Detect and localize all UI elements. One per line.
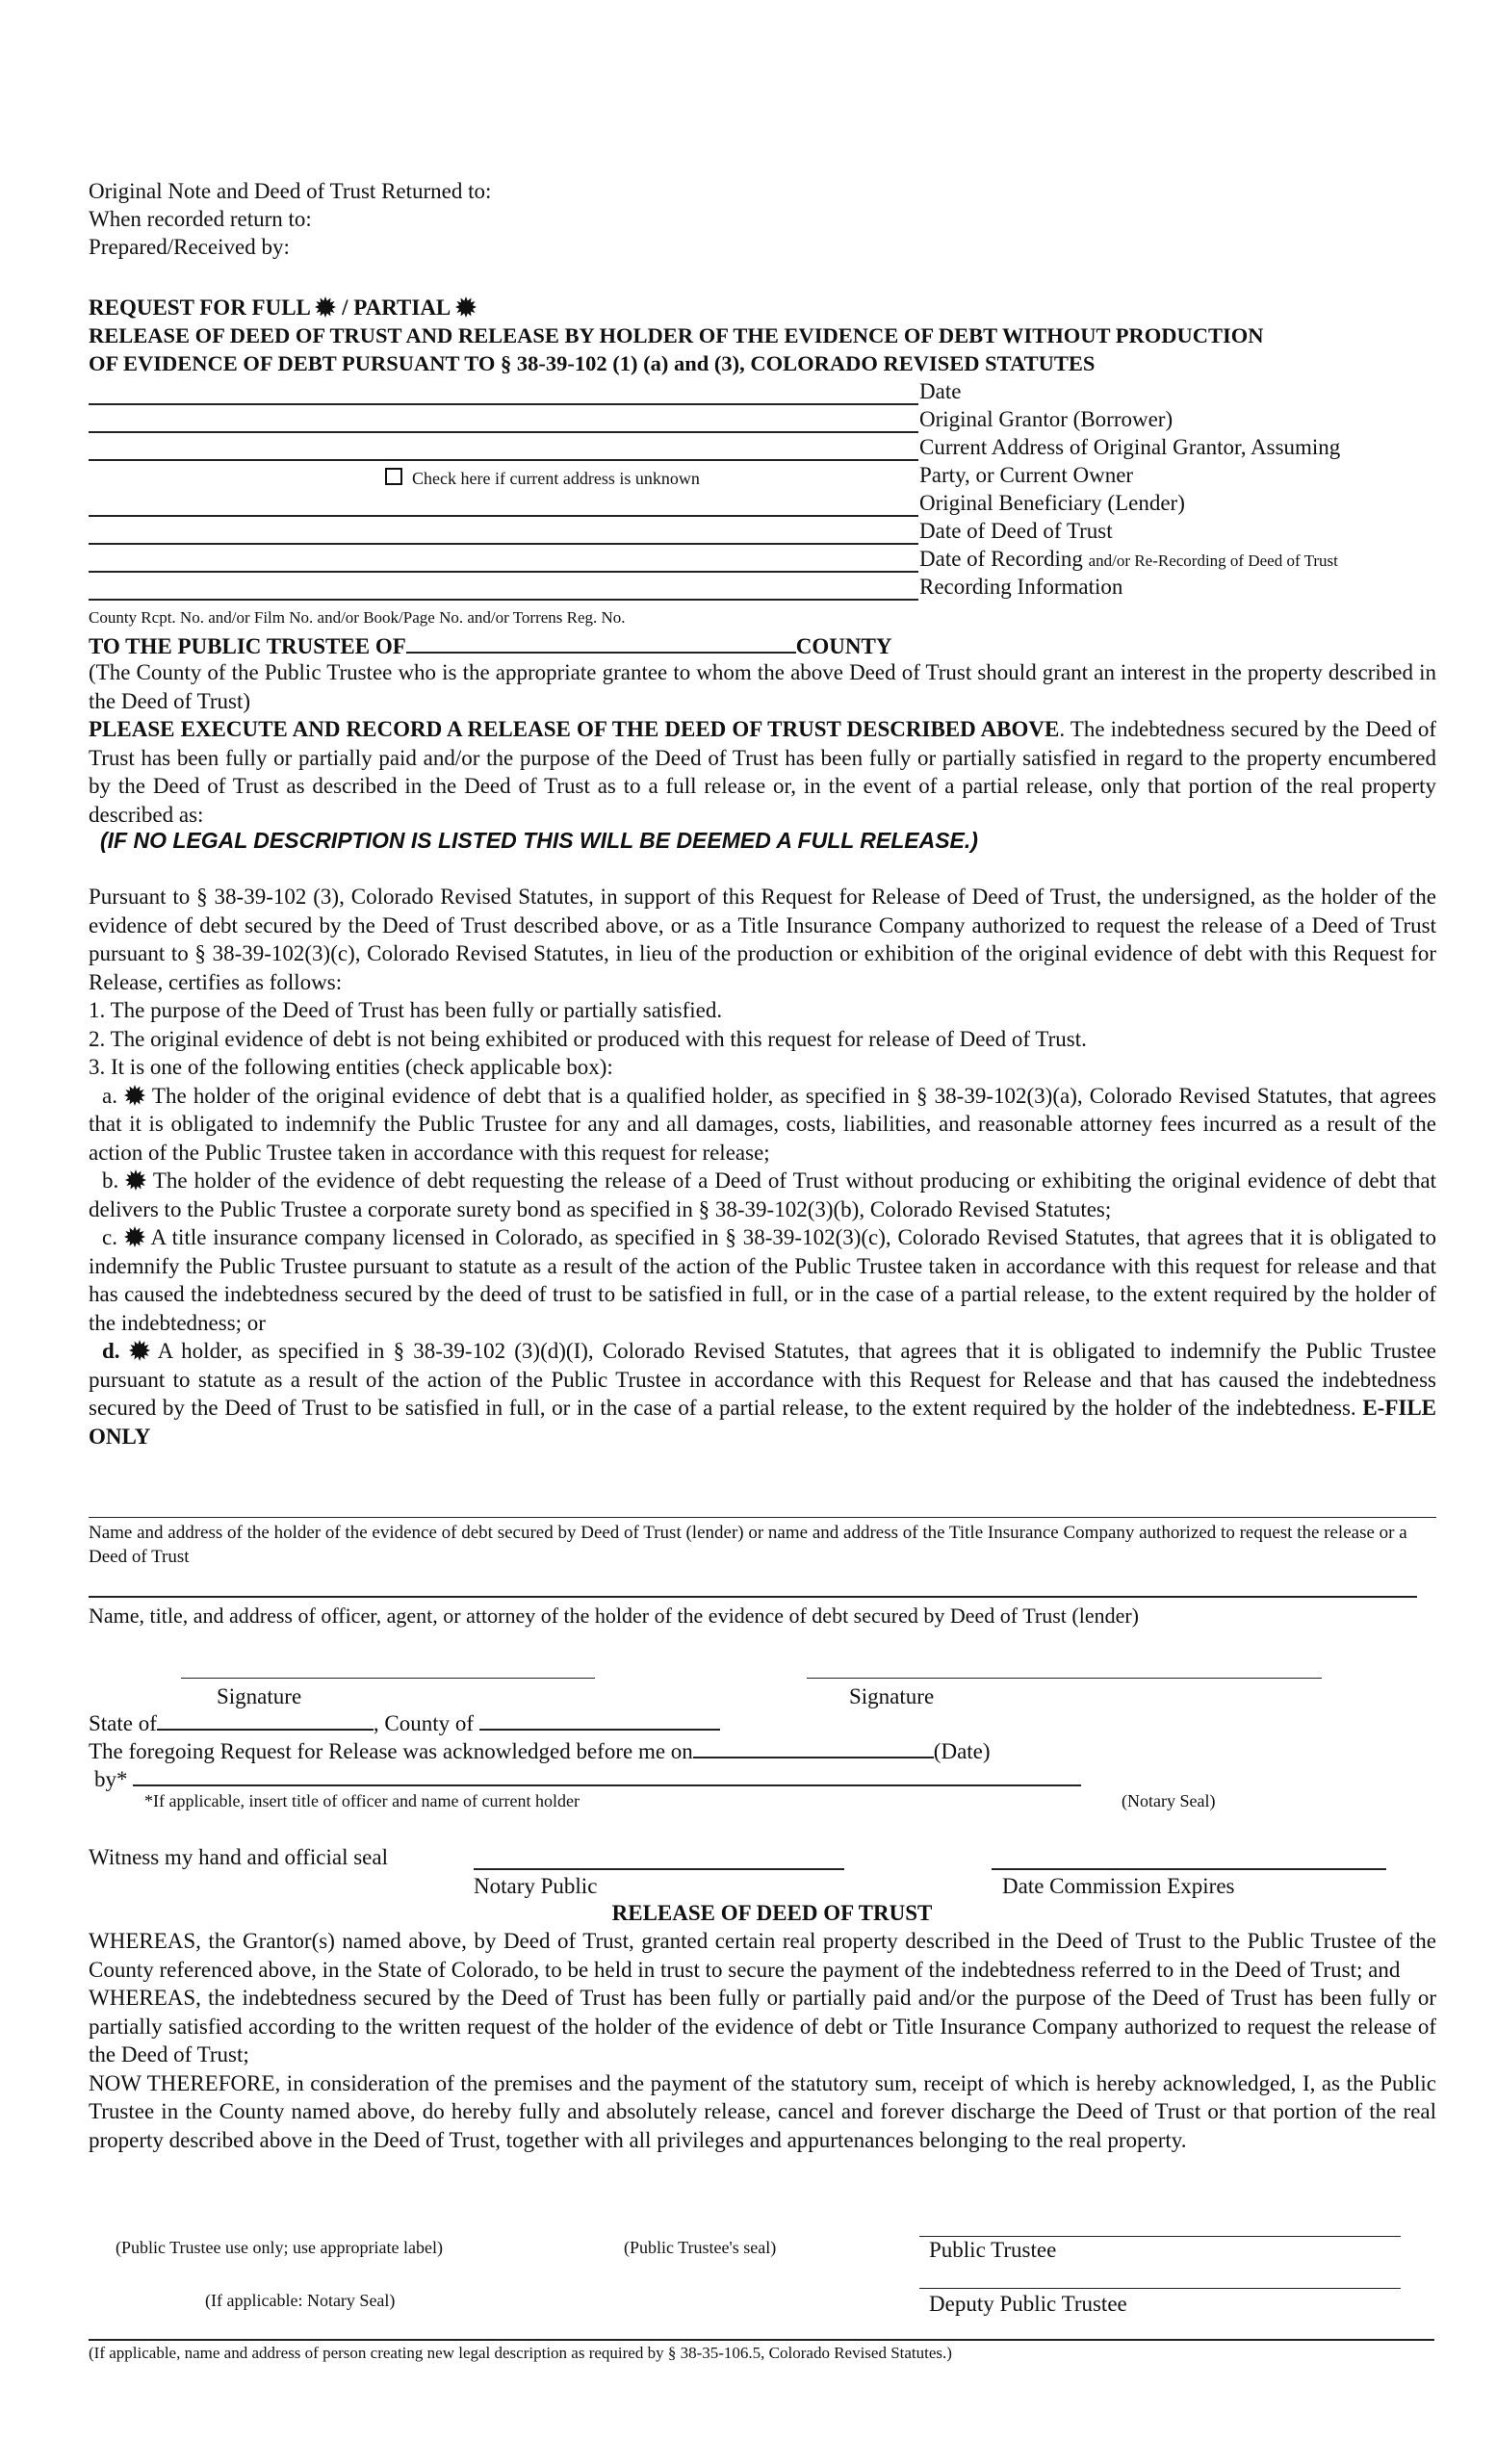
whereas-2: WHEREAS, the indebtedness secured by the Deed of Trust has been fully or partially paid and/or the purpose of the Deed of Trust has been fully or partially satisfied according to the written request of the holder of the evidence of debt or Title Insurance Company authorized to request the release of the Deed of Trust; — [89, 1986, 1436, 2066]
e-file-only-label: E-FILE ONLY — [89, 1396, 1437, 1449]
full-release-starburst-icon[interactable] — [315, 296, 336, 318]
when-recorded-label: When recorded return to: — [89, 207, 312, 231]
legal-description-notice: (IF NO LEGAL DESCRIPTION IS LISTED THIS WILL BE DEEMED A FULL RELEASE.) — [100, 828, 978, 853]
original-grantor-label: Original Grantor (Borrower) — [919, 407, 1174, 431]
county-of-label: , County of — [373, 1711, 475, 1735]
original-beneficiary-field-line[interactable] — [89, 515, 918, 517]
address-unknown-label: Check here if current address is unknown — [412, 469, 700, 488]
county-note-text: (The County of the Public Trustee who is the appropriate grantee to whom the above Deed of Trust should grant an interest in the property described in the Deed of Trust) — [89, 660, 1436, 713]
acknowledged-label: The foregoing Request for Release was acknowledged before me on — [89, 1739, 693, 1763]
deputy-trustee-signature-line[interactable] — [919, 2288, 1401, 2289]
to-public-trustee-line — [89, 630, 891, 661]
option-d-starburst-icon[interactable] — [129, 1340, 150, 1361]
option-c-letter: c. — [102, 1225, 117, 1249]
original-beneficiary-label: Original Beneficiary (Lender) — [919, 491, 1185, 515]
option-b-text: The holder of the evidence of debt requesting the release of a Deed of Trust without producing or exhibiting the original evidence of debt that delivers to the Public Trustee a corporate surety bond as specified in § 38-39-102(3)(b), Colorado Revised Statutes; — [89, 1168, 1436, 1221]
notary-public-label: Notary Public — [474, 1874, 598, 1898]
whereas-1: WHEREAS, the Grantor(s) named above, by Deed of Trust, granted certain real property described in the Deed of Trust to the Public Trustee of the County referenced above, in the State of Colorado, to be held in trust to secure the payment of the indebtedness referred to in the Deed of Trust; and — [89, 1929, 1436, 1982]
option-d-text: A holder, as specified in § 38-39-102 (3)(d)(I), Colorado Revised Statutes, that agrees that it is obligated to indemnify the Public Trustee pursuant to statute as a result of the action of the Public Trustee in accordance with this Request for Release and that has caused the indebtedness secured by the Deed of Trust to be satisfied in full, or in the case of a partial release, to the extent required by the holder of the indebtedness. — [89, 1339, 1436, 1420]
option-b — [89, 1167, 1436, 1223]
execute-text: . The indebtedness secured by the Deed of Trust has been fully or partially paid and/or the purpose of the Deed of Trust has been fully or partially satisfied in regard to the property encumbered by the Deed of Trust as described in the Deed of Trust as to a full release or, in the event of a partial release, only that portion of the real property described as: — [89, 717, 1436, 827]
notary-public-line[interactable] — [474, 1868, 844, 1870]
officer-caption: Name, title, and address of officer, agent, or attorney of the holder of the evidence of debt secured by Deed of Trust (lender) — [89, 1604, 1139, 1628]
current-address-label-1: Current Address of Original Grantor, Assuming — [919, 435, 1341, 459]
execute-heading: PLEASE EXECUTE AND RECORD A RELEASE OF THE DEED OF TRUST DESCRIBED ABOVE — [89, 717, 1060, 741]
request-for-full-label: REQUEST FOR FULL — [89, 295, 310, 320]
deputy-public-trustee-label: Deputy Public Trustee — [929, 2292, 1127, 2316]
acknowledged-date-field[interactable] — [693, 1737, 934, 1758]
certification-item-1: 1. The purpose of the Deed of Trust has been fully or partially satisfied. — [89, 998, 723, 1022]
county-note-paragraph — [89, 658, 1436, 829]
by-field[interactable] — [133, 1765, 1081, 1786]
lender-caption: Name and address of the holder of the evidence of debt secured by Deed of Trust (lender) or name and address of the Title Insurance Company authorized to request the release or a Deed of Trust — [89, 1523, 1407, 1567]
trustee-seal-label: (Public Trustee's seal) — [624, 2238, 777, 2257]
acknowledged-date-label: (Date) — [933, 1739, 991, 1763]
trustee-use-only-label: (Public Trustee use only; use appropriate label) — [116, 2238, 443, 2257]
empty-checkbox-icon[interactable] — [385, 468, 402, 485]
signature-line-left[interactable] — [181, 1678, 595, 1679]
by-label: by* — [94, 1767, 128, 1791]
recording-caption: County Rcpt. No. and/or Film No. and/or Book/Page No. and/or Torrens Reg. No. — [89, 608, 626, 627]
current-address-field-line[interactable] — [89, 459, 918, 461]
option-d — [89, 1337, 1436, 1450]
notary-seal-label: (Notary Seal) — [1122, 1791, 1216, 1810]
partial-release-starburst-icon[interactable] — [455, 296, 477, 318]
certification-item-3: 3. It is one of the following entities (check applicable box): — [89, 1055, 613, 1079]
lender-name-address-line[interactable] — [89, 1517, 1436, 1518]
option-c — [89, 1223, 1436, 1337]
date-of-recording-label — [919, 545, 1338, 574]
state-of-label: State of — [89, 1711, 157, 1735]
option-a — [89, 1082, 1436, 1168]
address-unknown-checkbox-row[interactable] — [385, 468, 700, 489]
release-body — [89, 1927, 1436, 2154]
release-heading: RELEASE OF DEED OF TRUST — [611, 1901, 933, 1925]
title-line-3: OF EVIDENCE OF DEBT PURSUANT TO § 38-39-102 (1) (a) and (3), COLORADO REVISED STATUTES — [89, 351, 1096, 375]
by-line — [94, 1765, 1081, 1794]
signature-line-right[interactable] — [807, 1678, 1322, 1679]
date-of-recording-text: Date of Recording — [919, 547, 1083, 571]
date-of-deed-field-line[interactable] — [89, 543, 918, 545]
certification-intro: Pursuant to § 38-39-102 (3), Colorado Revised Statutes, in support of this Request for Release of Deed of Trust, the undersigned, as the holder of the evidence of debt secured by the Deed of Trust described above, or as a Title Insurance Company authorized to request the release of a Deed of Trust pursuant to § 38-39-102(3)(c), Colorado Revised Statutes, in lieu of the production or exhibition of the original evidence of debt with this Request for Release, certifies as follows: — [89, 885, 1436, 994]
date-field-label: Date — [919, 379, 962, 403]
option-b-letter: b. — [102, 1168, 119, 1193]
prepared-by-label: Prepared/Received by: — [89, 235, 290, 259]
public-trustee-label: Public Trustee — [929, 2238, 1057, 2262]
re-recording-note: and/or Re-Recording of Deed of Trust — [1088, 552, 1338, 570]
commission-expires-line[interactable] — [992, 1868, 1386, 1870]
current-address-label-2: Party, or Current Owner — [919, 463, 1134, 487]
to-public-trustee-label: TO THE PUBLIC TRUSTEE OF — [89, 634, 406, 658]
now-therefore: NOW THEREFORE, in consideration of the premises and the payment of the statutory sum, receipt of which is hereby acknowledged, I, as the Public Trustee in the County named above, do hereby fully and absolutely release, cancel and forever discharge the Deed of Trust or that portion of the real property described above in the Deed of Trust, together with all privileges and appurtenances belonging to the real property. — [89, 2070, 1436, 2152]
returned-to-label: Original Note and Deed of Trust Returned to: — [89, 179, 492, 203]
legal-description-preparer-note: (If applicable, name and address of person creating new legal description as required by § 38-35-106.5, Colorado Revised Statutes.) — [89, 2344, 952, 2362]
officer-name-address-line[interactable] — [89, 1596, 1417, 1598]
county-field[interactable] — [479, 1709, 720, 1731]
state-county-line — [89, 1709, 720, 1738]
execute-paragraph — [89, 715, 1436, 829]
request-title-line — [89, 294, 477, 322]
state-field[interactable] — [157, 1709, 374, 1731]
signature-label-right: Signature — [849, 1684, 935, 1708]
witness-label: Witness my hand and official seal — [89, 1845, 388, 1869]
option-d-letter: d. — [102, 1339, 120, 1363]
recording-information-field-line[interactable] — [89, 599, 918, 601]
option-c-starburst-icon[interactable] — [124, 1226, 145, 1247]
date-of-recording-field-line[interactable] — [89, 571, 918, 573]
commission-expires-label: Date Commission Expires — [1002, 1874, 1235, 1898]
county-name-field[interactable] — [406, 630, 796, 654]
recording-information-label: Recording Information — [919, 575, 1123, 599]
acknowledged-line — [89, 1737, 991, 1766]
option-a-starburst-icon[interactable] — [124, 1085, 145, 1106]
by-note: *If applicable, insert title of officer and name of current holder — [144, 1791, 580, 1810]
date-field-line[interactable] — [89, 403, 918, 405]
option-c-text: A title insurance company licensed in Colorado, as specified in § 38-39-102(3)(c), Colorado Revised Statutes, that agrees that it is obligated to indemnify the Public Trustee pursuant to statute as a result of the action of the Public Trustee taken in accordance with this request for release and that has caused the indebtedness secured by the deed of trust to be satisfied in full, or in the case of a partial release, to the extent required by the holder of the indebtedness; or — [89, 1225, 1436, 1335]
original-grantor-field-line[interactable] — [89, 431, 918, 433]
certification-item-2: 2. The original evidence of debt is not being exhibited or produced with this request for release of Deed of Trust. — [89, 1026, 1087, 1051]
certification-section — [89, 883, 1436, 1450]
county-suffix-label: COUNTY — [795, 634, 892, 658]
legal-description-preparer-line[interactable] — [89, 2339, 1434, 2341]
date-of-deed-label: Date of Deed of Trust — [919, 519, 1113, 543]
signature-label-left: Signature — [217, 1684, 302, 1708]
title-line-2: RELEASE OF DEED OF TRUST AND RELEASE BY HOLDER OF THE EVIDENCE OF DEBT WITHOUT PRODUCTION — [89, 323, 1264, 347]
option-b-starburst-icon[interactable] — [125, 1169, 146, 1191]
option-a-text: The holder of the original evidence of debt that is a qualified holder, as specified in § 38-39-102(3)(a), Colorado Revised Statutes, that agrees that it is obligated to indemnify the Public Trustee for any and all damages, costs, liabilities, and reasonable attorney fees incurred as a result of the action of the Public Trustee taken in accordance with this request for release; — [89, 1083, 1436, 1165]
partial-label: / PARTIAL — [342, 295, 451, 320]
option-a-letter: a. — [102, 1083, 117, 1108]
if-applicable-notary-seal-label: (If applicable: Notary Seal) — [205, 2291, 396, 2310]
